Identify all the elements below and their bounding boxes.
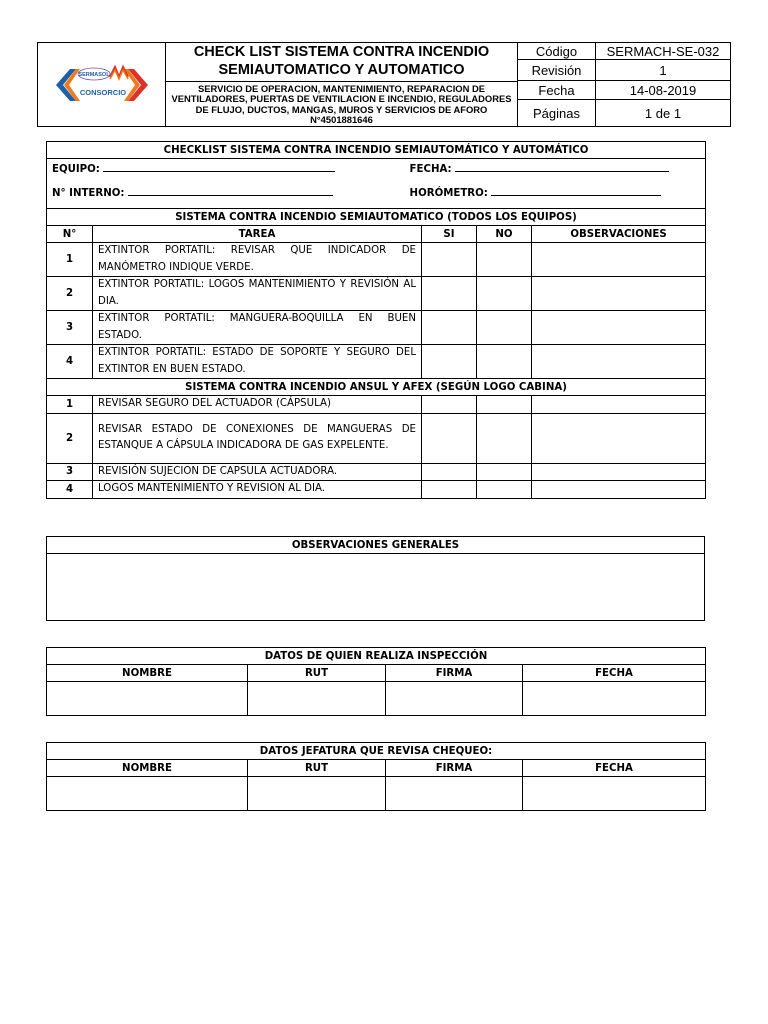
table-row (47, 277, 706, 311)
jefatura-col-nombre: NOMBRE (47, 760, 248, 777)
company-logo (52, 55, 152, 115)
interno-label: N° INTERNO: (52, 187, 125, 199)
si-cell[interactable] (422, 277, 477, 311)
document-header (37, 42, 731, 127)
table-row (47, 311, 706, 345)
doc-title-line1: CHECK LIST SISTEMA CONTRA INCENDIO (193, 44, 490, 60)
inspeccion-col-fecha: FECHA (523, 665, 706, 682)
row-task: REVISIÓN SUJECION DE CAPSULA ACTUADORA. (93, 463, 422, 481)
obs-cell[interactable] (532, 396, 706, 414)
row-number: 4 (47, 481, 93, 499)
no-cell[interactable] (477, 413, 532, 463)
interno-field[interactable] (128, 185, 333, 196)
row-number: 2 (47, 413, 93, 463)
checklist-table (46, 141, 706, 499)
obs-cell[interactable] (532, 243, 706, 277)
no-cell[interactable] (477, 396, 532, 414)
meta-value: 1 (596, 60, 731, 81)
si-cell[interactable] (422, 396, 477, 414)
horometro-label: HORÓMETRO: (409, 187, 488, 199)
meta-value: SERMACH-SE-032 (596, 43, 731, 60)
doc-subtitle: SERVICIO DE OPERACION, MANTENIMIENTO, REPARACION DE VENTILADORES, PUERTAS DE VENTILACION E INCENDIO, REGULADORES DE FLUJO, DUCTOS, MANGAS, MUROS Y SERVICIOS DE AFORO N°4501881646 (166, 81, 517, 126)
meta-label: Código (518, 43, 596, 60)
no-cell[interactable] (477, 311, 532, 345)
jefatura-col-firma: FIRMA (386, 760, 523, 777)
jefatura-firma-input[interactable] (386, 777, 523, 811)
logo-text-top: SERMASOL (77, 71, 110, 78)
row-task: REVISAR SEGURO DEL ACTUADOR (CÁPSULA) (93, 396, 422, 414)
row-task: EXTINTOR PORTATIL: LOGOS MANTENIMIENTO Y REVISIÓN AL DIA. (93, 277, 422, 311)
row-number: 1 (47, 243, 93, 277)
obs-cell[interactable] (532, 481, 706, 499)
table-row (47, 413, 706, 463)
no-cell[interactable] (477, 463, 532, 481)
observaciones-input[interactable] (47, 554, 705, 621)
field-row-1 (47, 159, 706, 183)
fecha-field[interactable] (455, 161, 669, 172)
si-cell[interactable] (422, 463, 477, 481)
obs-cell[interactable] (532, 311, 706, 345)
si-cell[interactable] (422, 311, 477, 345)
row-task: LOGOS MANTENIMIENTO Y REVISION AL DIA. (93, 481, 422, 499)
col-obs-header: OBSERVACIONES (532, 226, 706, 243)
table-row (47, 396, 706, 414)
table-row (47, 481, 706, 499)
col-no-header: NO (477, 226, 532, 243)
no-cell[interactable] (477, 243, 532, 277)
logo-text-bottom: CONSORCIO (79, 87, 126, 97)
row-number: 3 (47, 463, 93, 481)
table-row (47, 463, 706, 481)
row-task: EXTINTOR PORTATIL: REVISAR QUE INDICADOR DE MANÓMETRO INDIQUE VERDE. (93, 243, 422, 277)
equipo-label: EQUIPO: (52, 164, 100, 175)
row-number: 4 (47, 345, 93, 379)
col-si-header: SI (422, 226, 477, 243)
inspeccion-fecha-input[interactable] (523, 682, 706, 716)
jefatura-col-fecha: FECHA (523, 760, 706, 777)
meta-label: Fecha (518, 81, 596, 100)
col-num-header: N° (47, 226, 93, 243)
fecha-label: FECHA: (409, 164, 452, 175)
si-cell[interactable] (422, 243, 477, 277)
col-tarea-header: TAREA (93, 226, 422, 243)
logo-cell (38, 43, 166, 127)
checklist-title: CHECKLIST SISTEMA CONTRA INCENDIO SEMIAUTOMÁTICO Y AUTOMÁTICO (47, 142, 706, 159)
inspeccion-box (46, 647, 706, 716)
jefatura-nombre-input[interactable] (47, 777, 248, 811)
table-row (47, 243, 706, 277)
section1-title: SISTEMA CONTRA INCENDIO SEMIAUTOMATICO (TODOS LOS EQUIPOS) (47, 209, 706, 226)
row-number: 2 (47, 277, 93, 311)
jefatura-box (46, 742, 706, 811)
section2-title: SISTEMA CONTRA INCENDIO ANSUL Y AFEX (SEGÚN LOGO CABINA) (47, 379, 706, 396)
no-cell[interactable] (477, 481, 532, 499)
obs-cell[interactable] (532, 463, 706, 481)
no-cell[interactable] (477, 277, 532, 311)
logo-graphic (52, 55, 152, 115)
jefatura-fecha-input[interactable] (523, 777, 706, 811)
equipo-field[interactable] (103, 161, 335, 172)
no-cell[interactable] (477, 345, 532, 379)
inspeccion-firma-input[interactable] (386, 682, 523, 716)
si-cell[interactable] (422, 413, 477, 463)
title-cell (166, 43, 518, 127)
si-cell[interactable] (422, 345, 477, 379)
jefatura-rut-input[interactable] (248, 777, 386, 811)
row-task: EXTINTOR PORTATIL: ESTADO DE SOPORTE Y SEGURO DEL EXTINTOR EN BUEN ESTADO. (93, 345, 422, 379)
row-number: 1 (47, 396, 93, 414)
row-number: 3 (47, 311, 93, 345)
inspeccion-col-nombre: NOMBRE (47, 665, 248, 682)
field-row-2 (47, 183, 706, 209)
inspeccion-title: DATOS DE QUIEN REALIZA INSPECCIÓN (47, 648, 706, 665)
observaciones-box (46, 536, 705, 621)
meta-value: 14-08-2019 (596, 81, 731, 100)
meta-label: Revisión (518, 60, 596, 81)
jefatura-title: DATOS JEFATURA QUE REVISA CHEQUEO: (47, 743, 706, 760)
doc-title-line2: SEMIAUTOMATICO Y AUTOMATICO (218, 62, 465, 78)
meta-value: 1 de 1 (596, 100, 731, 127)
observaciones-title: OBSERVACIONES GENERALES (47, 537, 705, 554)
inspeccion-col-firma: FIRMA (386, 665, 523, 682)
inspeccion-rut-input[interactable] (248, 682, 386, 716)
row-task: REVISAR ESTADO DE CONEXIONES DE MANGUERAS DE ESTANQUE A CÁPSULA INDICADORA DE GAS EXPELENTE. (93, 413, 422, 463)
obs-cell[interactable] (532, 413, 706, 463)
horometro-field[interactable] (491, 185, 661, 196)
si-cell[interactable] (422, 481, 477, 499)
meta-label: Páginas (518, 100, 596, 127)
table-row (47, 345, 706, 379)
jefatura-col-rut: RUT (248, 760, 386, 777)
inspeccion-col-rut: RUT (248, 665, 386, 682)
obs-cell[interactable] (532, 345, 706, 379)
inspeccion-nombre-input[interactable] (47, 682, 248, 716)
row-task: EXTINTOR PORTATIL: MANGUERA-BOQUILLA EN BUEN ESTADO. (93, 311, 422, 345)
obs-cell[interactable] (532, 277, 706, 311)
